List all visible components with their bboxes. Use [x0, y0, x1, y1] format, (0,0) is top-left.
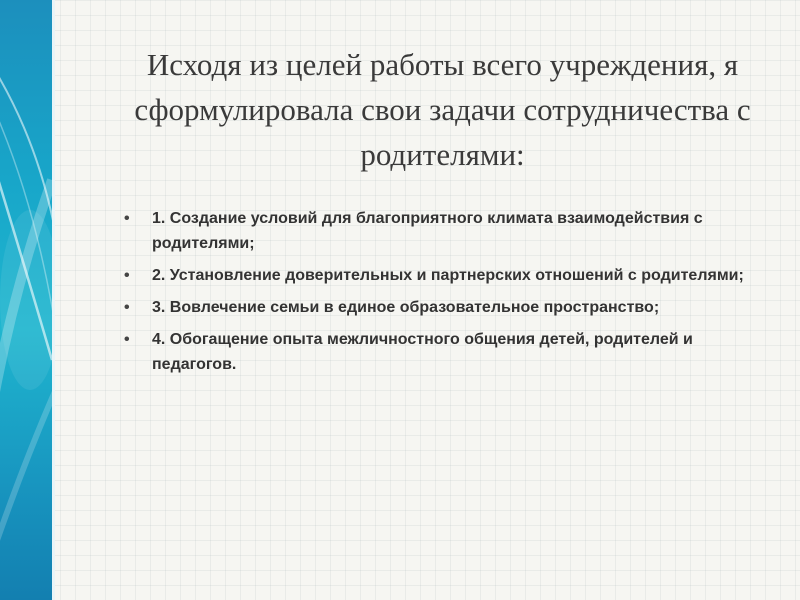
list-item-text: 4. Обогащение опыта межличностного общения детей, родителей и педагогов.: [152, 331, 693, 373]
list-item-text: 2. Установление доверительных и партнерских отношений с родителями;: [152, 267, 744, 284]
panel-divider: [52, 0, 55, 600]
list-item: [120, 327, 760, 377]
bullet-icon: •: [124, 267, 130, 284]
bullet-icon: •: [124, 299, 130, 316]
list-item: [120, 295, 760, 320]
tasks-bullet-list: [120, 206, 760, 384]
list-item: [120, 206, 760, 256]
title-line: родителями:: [360, 137, 525, 172]
title-line: Исходя из целей работы всего учреждения, я: [146, 47, 739, 82]
list-item-text: 3. Вовлечение семьи в единое образовательное пространство;: [152, 299, 660, 316]
bullet-icon: •: [124, 210, 130, 227]
list-item: [120, 263, 760, 288]
wave-decoration: [0, 0, 52, 600]
title-line: сформулировала свои задачи сотрудничества с: [134, 92, 751, 127]
list-item-text: 1. Создание условий для благоприятного климата взаимодействия с родителями;: [152, 210, 703, 252]
bullet-icon: •: [124, 331, 130, 348]
decorative-side-panel: [0, 0, 52, 600]
slide-title: [80, 42, 800, 177]
